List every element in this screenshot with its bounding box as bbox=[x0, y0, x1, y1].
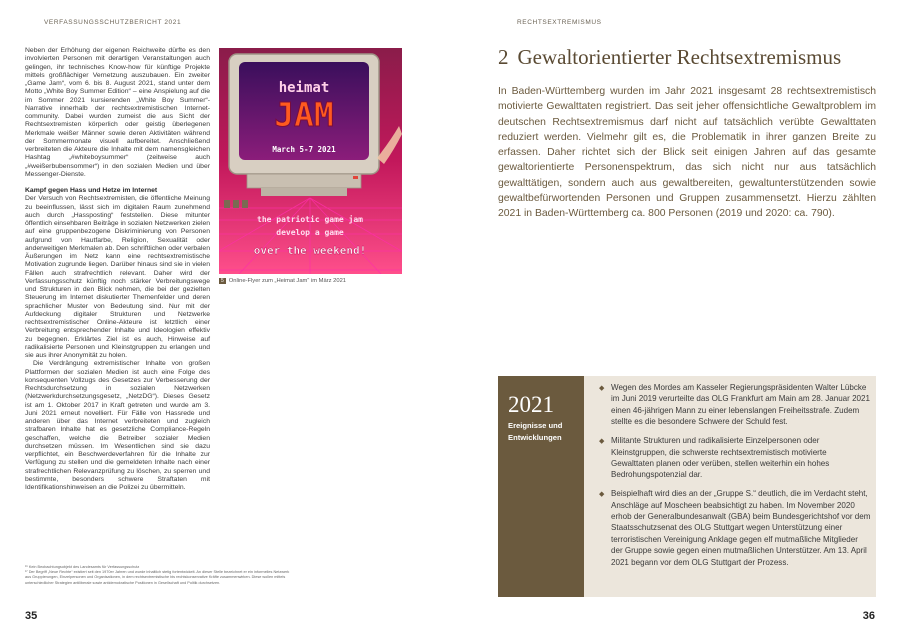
intro-text: In Baden-Württemberg wurden im Jahr 2021 insgesamt 28 rechtsextremistisch motivierte Gewalttaten registriert. Das seit jeher offensichtliche Gewaltproblem im deutschen Rechtsextremismus darf nicht auf tatsächlich verübte Gewalttaten reduziert werden. Vielmehr gilt es, die Problematik in ihrer ganzen Breite zu erfassen. Daher richtet sich der Blick seit einigen Jahren auf das gesamte gewaltorientierte Personenspektrum, das sich nicht nur aus tatsächlich gewalttätigen, sondern auch aus gewaltbereiten, gewaltunterstützenden sowie gewaltbefürwortenden Personen und Gruppen zusammensetzt. Hierzu zählten 2021 in Baden-Württemberg ca. 800 Personen (2019 und 2020: ca. 790). bbox=[498, 86, 876, 220]
flyer-heimat-text: heimat bbox=[278, 80, 330, 96]
diamond-bullet-icon: ◆ bbox=[599, 385, 605, 392]
event-text: Militante Strukturen und radikalisierte Einzelpersonen oder Kleinstgruppen, die schwerste rechtsextremistisch motivierte Gewalttaten planen oder verüben, stellen weiterhin ein hohes Bedrohungspotenzial dar. bbox=[611, 436, 830, 480]
page-number-left: 35 bbox=[25, 610, 38, 622]
chapter-title-text: Gewaltorientierter Rechtsextremismus bbox=[517, 45, 842, 69]
events-box bbox=[498, 376, 876, 597]
event-item bbox=[599, 435, 871, 481]
subheading: Kampf gegen Hass und Hetze im Internet bbox=[25, 187, 158, 194]
figure-caption bbox=[219, 278, 419, 284]
body-column bbox=[25, 47, 210, 492]
chapter-number: 2 bbox=[498, 45, 509, 69]
running-head-right: RECHTSEXTREMISMUS bbox=[517, 19, 602, 26]
body-paragraph: Die Verdrängung extremistischer Inhalte von großen Plattformen der sozialen Medien ist auch eine Folge des konsequenten Vollzugs des Gesetzes zur Verbesserung der Rechtsdurchsetzung in sozialen Netzwerken (Netzwerkdurchsetzungsgesetz, „NetzDG“). Dieses Gesetz ist am 1. Oktober 2017 in Kraft getreten und wurde am 3. Juni 2021 erneut novelliert. Für Fälle von Hassrede und anderen über das Internet verbreiteten und zugleich strafbaren Inhalte hat es gesetzliche Compliance-Regeln geschaffen, welche die Betreiber sozialer Medien durchsetzen müssen. Im Wesentlichen sind sie dazu verpflichtet, ein Beschwerdeverfahren für die Inhalte zur Verfügung zu stellen und die gemeldeten Inhalte nach einer strafrechtlichen Relevanzprüfung zu löschen, zu sperren und bestimmte, besonders schwere Straftaten mit Identifikationshinweisen an die Polizei zu übermitteln. bbox=[25, 360, 210, 491]
event-text: Wegen des Mordes am Kasseler Regierungspräsidenten Walter Lübcke im Juni 2019 verurteilte das OLG Frankfurt am Main am 28. Januar 2021 einen 46-jährigen Mann zu einer lebenslangen Freiheitsstrafe. Zudem stellte es die besondere Schwere der Schuld fest. bbox=[611, 383, 870, 427]
figure-number: 5 bbox=[221, 278, 224, 284]
diamond-bullet-icon: ◆ bbox=[599, 438, 605, 446]
page-number-right: 36 bbox=[862, 610, 875, 622]
footnotes bbox=[25, 565, 290, 586]
flyer-line-2: develop a game bbox=[276, 228, 344, 237]
heimat-jam-flyer-image bbox=[219, 48, 402, 274]
body-paragraph: Der Versuch von Rechtsextremisten, die öffentliche Meinung zu beeinflussen, lässt sich im digitalen Raum zunehmend auch durch „Hassposting“ feststellen. Diese mitunter öffentlich einsehbaren Beiträge in sozialen Netzwerken zielen auf eine gruppenbezogene Diskriminierung von Personen aufgrund von Hautfarbe, Religion, Sexualität oder anderweitigen Merkmalen ab. Den schriftlichen oder verbalen Äußerungen im Netz kann eine rechtsextremistische Motivation zugrunde liegen. Darüber hinaus sind sie in vielen Fällen auch strafrechtlich relevant. Daher wird der Verfassungsschutz künftig noch stärker Verbreitungswege und Strukturen in den Blick nehmen, die bei der gezielten Steuerung im Internet diskutierter Themenfelder und deren sprachlicher Muster von Bedeutung sind. Nur mit der Aufdeckung digitaler Strukturen und Netzwerke rechtsextremistischer Online-Akteure ist letztlich einer Verbreitung entsprechender Inhalte und Ideologien effektiv zu begegnen. Erklärtes Ziel ist es auch, Hinweise auf radikalisierte Personen und Kleinstgruppen zu erlangen und sie aus ihrer Anonymität zu holen. bbox=[25, 195, 211, 359]
body-paragraph: Neben der Erhöhung der eigenen Reichweite dürfte es den involvierten Personen mit derartigen Veranstaltungen auch gelingen, ihr technisches Know-how für künftige Projekte mittels großflächiger Vernetzung auszubauen. Ein zweiter „Game Jam“, vom 6. bis 8. August 2021, stand unter dem Motto „White Boy Summer Edition“ – eine Anspielung auf die im Sommer 2021 kursierenden „White Boy Summer“-Narrative innerhalb der rechtsextremistischen Internet-community. Dabei wurden zumeist die aus Sicht der Rechtsextremisten körperlich oder geistig überlegenen Merkmale weißer Männer sowie deren Aktivitäten während der Sommermonate visuell aufbereitet. Anschließend verbreiteten die Akteure die Inhalte mit dem namensgleichen Hashtag „#whiteboysummer“ (zeitweise auch „#weißerbubensommer“) in den sozialen Medien und über Messenger-Dienste. bbox=[25, 47, 210, 178]
events-year: 2021 bbox=[508, 392, 554, 417]
diamond-bullet-icon: ◆ bbox=[599, 491, 605, 499]
figure-caption-text: Online-Flyer zum „Heimat Jam“ im März 2021 bbox=[228, 278, 347, 284]
flyer-jam-text: JAM bbox=[274, 95, 334, 134]
flyer-line-3: over the weekend! bbox=[253, 244, 367, 257]
intro-paragraph bbox=[498, 84, 876, 222]
event-item bbox=[599, 488, 871, 568]
chapter-title bbox=[498, 45, 841, 70]
event-item bbox=[599, 382, 871, 428]
events-list bbox=[599, 382, 871, 576]
year-block bbox=[498, 376, 584, 597]
events-label: Ereignisse und Entwicklungen bbox=[508, 421, 563, 442]
right-page bbox=[450, 0, 900, 636]
footnote: ¹⁶ Kein Beobachtungsobjekt des Landesamts für Verfassungsschutz bbox=[25, 565, 140, 569]
flyer-date-text: March 5-7 2021 bbox=[272, 145, 336, 154]
footnote: ¹⁷ Der Begriff „Neue Rechte“ existiert seit den 1970er Jahren und wurde inhaltlich stetig fortentwickelt. An dieser Stelle bezeichnet er ein informelles Netzwerk aus Gruppierungen, Einzelpersonen und Organisationen, in dem rechtsextremistische bis rechtskonservative Kräfte zusammenwirken. Diese wollen mittels unterschiedlicher Strategien antiliberale sowie antidemokratische Positionen in Gesellschaft und Politik durchsetzen. bbox=[25, 570, 290, 585]
flyer-line-1: the patriotic game jam bbox=[257, 215, 363, 224]
event-text: Beispielhaft wird dies an der „Gruppe S.“ deutlich, die im Verdacht steht, Anschläge auf Moscheen beabsichtigt zu haben. Im November 2020 erhob der Generalbundesanwalt (GBA) beim Bundesgerichtshof vor dem Staatsschutzsenat des OLG Stuttgart wegen Unterstützung einer terroristischen Vereinigung Anklage gegen elf mutmaßliche Mitglieder der Gruppe sowie gegen einen mutmaßlichen Unterstützer. Am 13. April 2021 begann vor dem OLG Stuttgart der Prozess. bbox=[611, 489, 871, 567]
running-head-left: VERFASSUNGSSCHUTZBERICHT 2021 bbox=[44, 19, 182, 26]
